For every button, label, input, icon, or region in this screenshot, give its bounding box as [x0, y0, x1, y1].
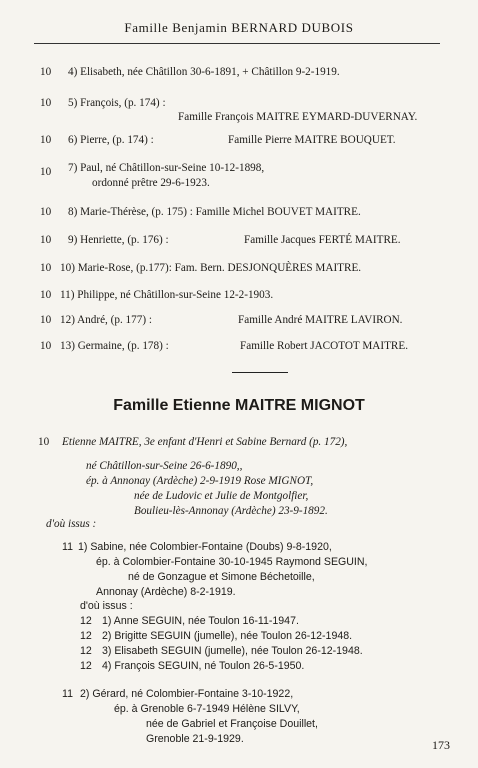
child-entry-5-family: Famille François MAITRE EYMARD-DUVERNAY.: [178, 111, 418, 123]
generation-number: 11: [62, 541, 73, 553]
entry-text: 13) Germaine, (p. 178) :: [60, 340, 169, 352]
etienne-line-5: Boulieu-lès-Annonay (Ardèche) 23-9-1892.: [134, 505, 328, 517]
grandchild-text: 4) François SEGUIN, né Toulon 26-5-1950.: [102, 660, 305, 672]
gerard-line-1: 2) Gérard, né Colombier-Fontaine 3-10-1922,: [80, 688, 294, 700]
entry-family: Famille André MAITRE LAVIRON.: [238, 314, 403, 326]
generation-number: 12: [80, 630, 92, 642]
grandchild-text: 1) Anne SEGUIN, née Toulon 16-11-1947.: [102, 615, 299, 627]
generation-number: 12: [80, 660, 92, 672]
entry-text: 9) Henriette, (p. 176) :: [68, 234, 169, 246]
entry-text: 4) Elisabeth, née Châtillon 30-6-1891, + Châtillon 9-2-1919.: [68, 66, 340, 78]
entry-family: Famille Jacques FERTÉ MAITRE.: [244, 234, 401, 246]
gerard-line-4: Grenoble 21-9-1929.: [146, 733, 244, 745]
entry-text: 5) François, (p. 174) :: [68, 97, 166, 109]
page-header: Famille Benjamin BERNARD DUBOIS: [124, 20, 354, 35]
sabine-line-4: Annonay (Ardèche) 8-2-1919.: [96, 586, 236, 598]
entry-text: 6) Pierre, (p. 174) :: [68, 134, 154, 146]
grandchild-text: 2) Brigitte SEGUIN (jumelle), née Toulon 26-12-1948.: [102, 630, 353, 642]
entry-text: 12) André, (p. 177) :: [60, 314, 152, 326]
generation-number: 10: [40, 314, 52, 326]
generation-number: 10: [40, 166, 52, 178]
generation-number: 10: [40, 262, 52, 274]
grandchild-text: 3) Elisabeth SEGUIN (jumelle), née Toulon 26-12-1948.: [102, 645, 363, 657]
generation-number: 12: [80, 615, 92, 627]
entry-text: 10) Marie-Rose, (p.177): Fam. Bern. DESJONQUÈRES MAITRE.: [60, 262, 362, 274]
section-divider: [232, 372, 288, 373]
generation-number: 12: [80, 645, 92, 657]
etienne-line-1: Etienne MAITRE, 3e enfant d'Henri et Sabine Bernard (p. 172),: [62, 436, 348, 448]
generation-number: 11: [62, 688, 73, 700]
issus-label-2: d'où issus :: [80, 600, 133, 612]
generation-number: 10: [40, 134, 52, 146]
etienne-line-2: né Châtillon-sur-Seine 26-6-1890,,: [86, 460, 243, 472]
gerard-line-3: née de Gabriel et Françoise Douillet,: [146, 718, 318, 730]
generation-number: 10: [40, 340, 52, 352]
header-rule: [34, 43, 440, 44]
child-entry-7-detail: ordonné prêtre 29-6-1923.: [92, 177, 210, 189]
entry-text: 11) Philippe, né Châtillon-sur-Seine 12-2-1903.: [60, 289, 274, 301]
generation-number: 10: [40, 66, 52, 78]
sabine-line-2: ép. à Colombier-Fontaine 30-10-1945 Raymond SEGUIN,: [96, 556, 368, 568]
entry-text: 7) Paul, né Châtillon-sur-Seine 10-12-1898,: [68, 162, 265, 174]
generation-number: 10: [40, 234, 52, 246]
sabine-line-1: 1) Sabine, née Colombier-Fontaine (Doubs) 9-8-1920,: [78, 541, 332, 553]
etienne-line-3: ép. à Annonay (Ardèche) 2-9-1919 Rose MIGNOT,: [86, 475, 314, 487]
entry-family: Famille Pierre MAITRE BOUQUET.: [228, 134, 396, 146]
sabine-line-3: né de Gonzague et Simone Béchetoille,: [128, 571, 315, 583]
section-title: Famille Etienne MAITRE MIGNOT: [113, 397, 365, 414]
entry-text: 8) Marie-Thérèse, (p. 175) : Famille Michel BOUVET MAITRE.: [68, 206, 361, 218]
etienne-line-4: née de Ludovic et Julie de Montgolfier,: [134, 490, 309, 502]
generation-number: 10: [40, 289, 52, 301]
issus-label: d'où issus :: [46, 518, 97, 530]
generation-number: 10: [40, 206, 52, 218]
page-number: 173: [432, 738, 450, 752]
entry-family: Famille Robert JACOTOT MAITRE.: [240, 340, 409, 352]
generation-number: 10: [38, 436, 50, 448]
generation-number: 10: [40, 97, 52, 109]
gerard-line-2: ép. à Grenoble 6-7-1949 Hélène SILVY,: [114, 703, 300, 715]
